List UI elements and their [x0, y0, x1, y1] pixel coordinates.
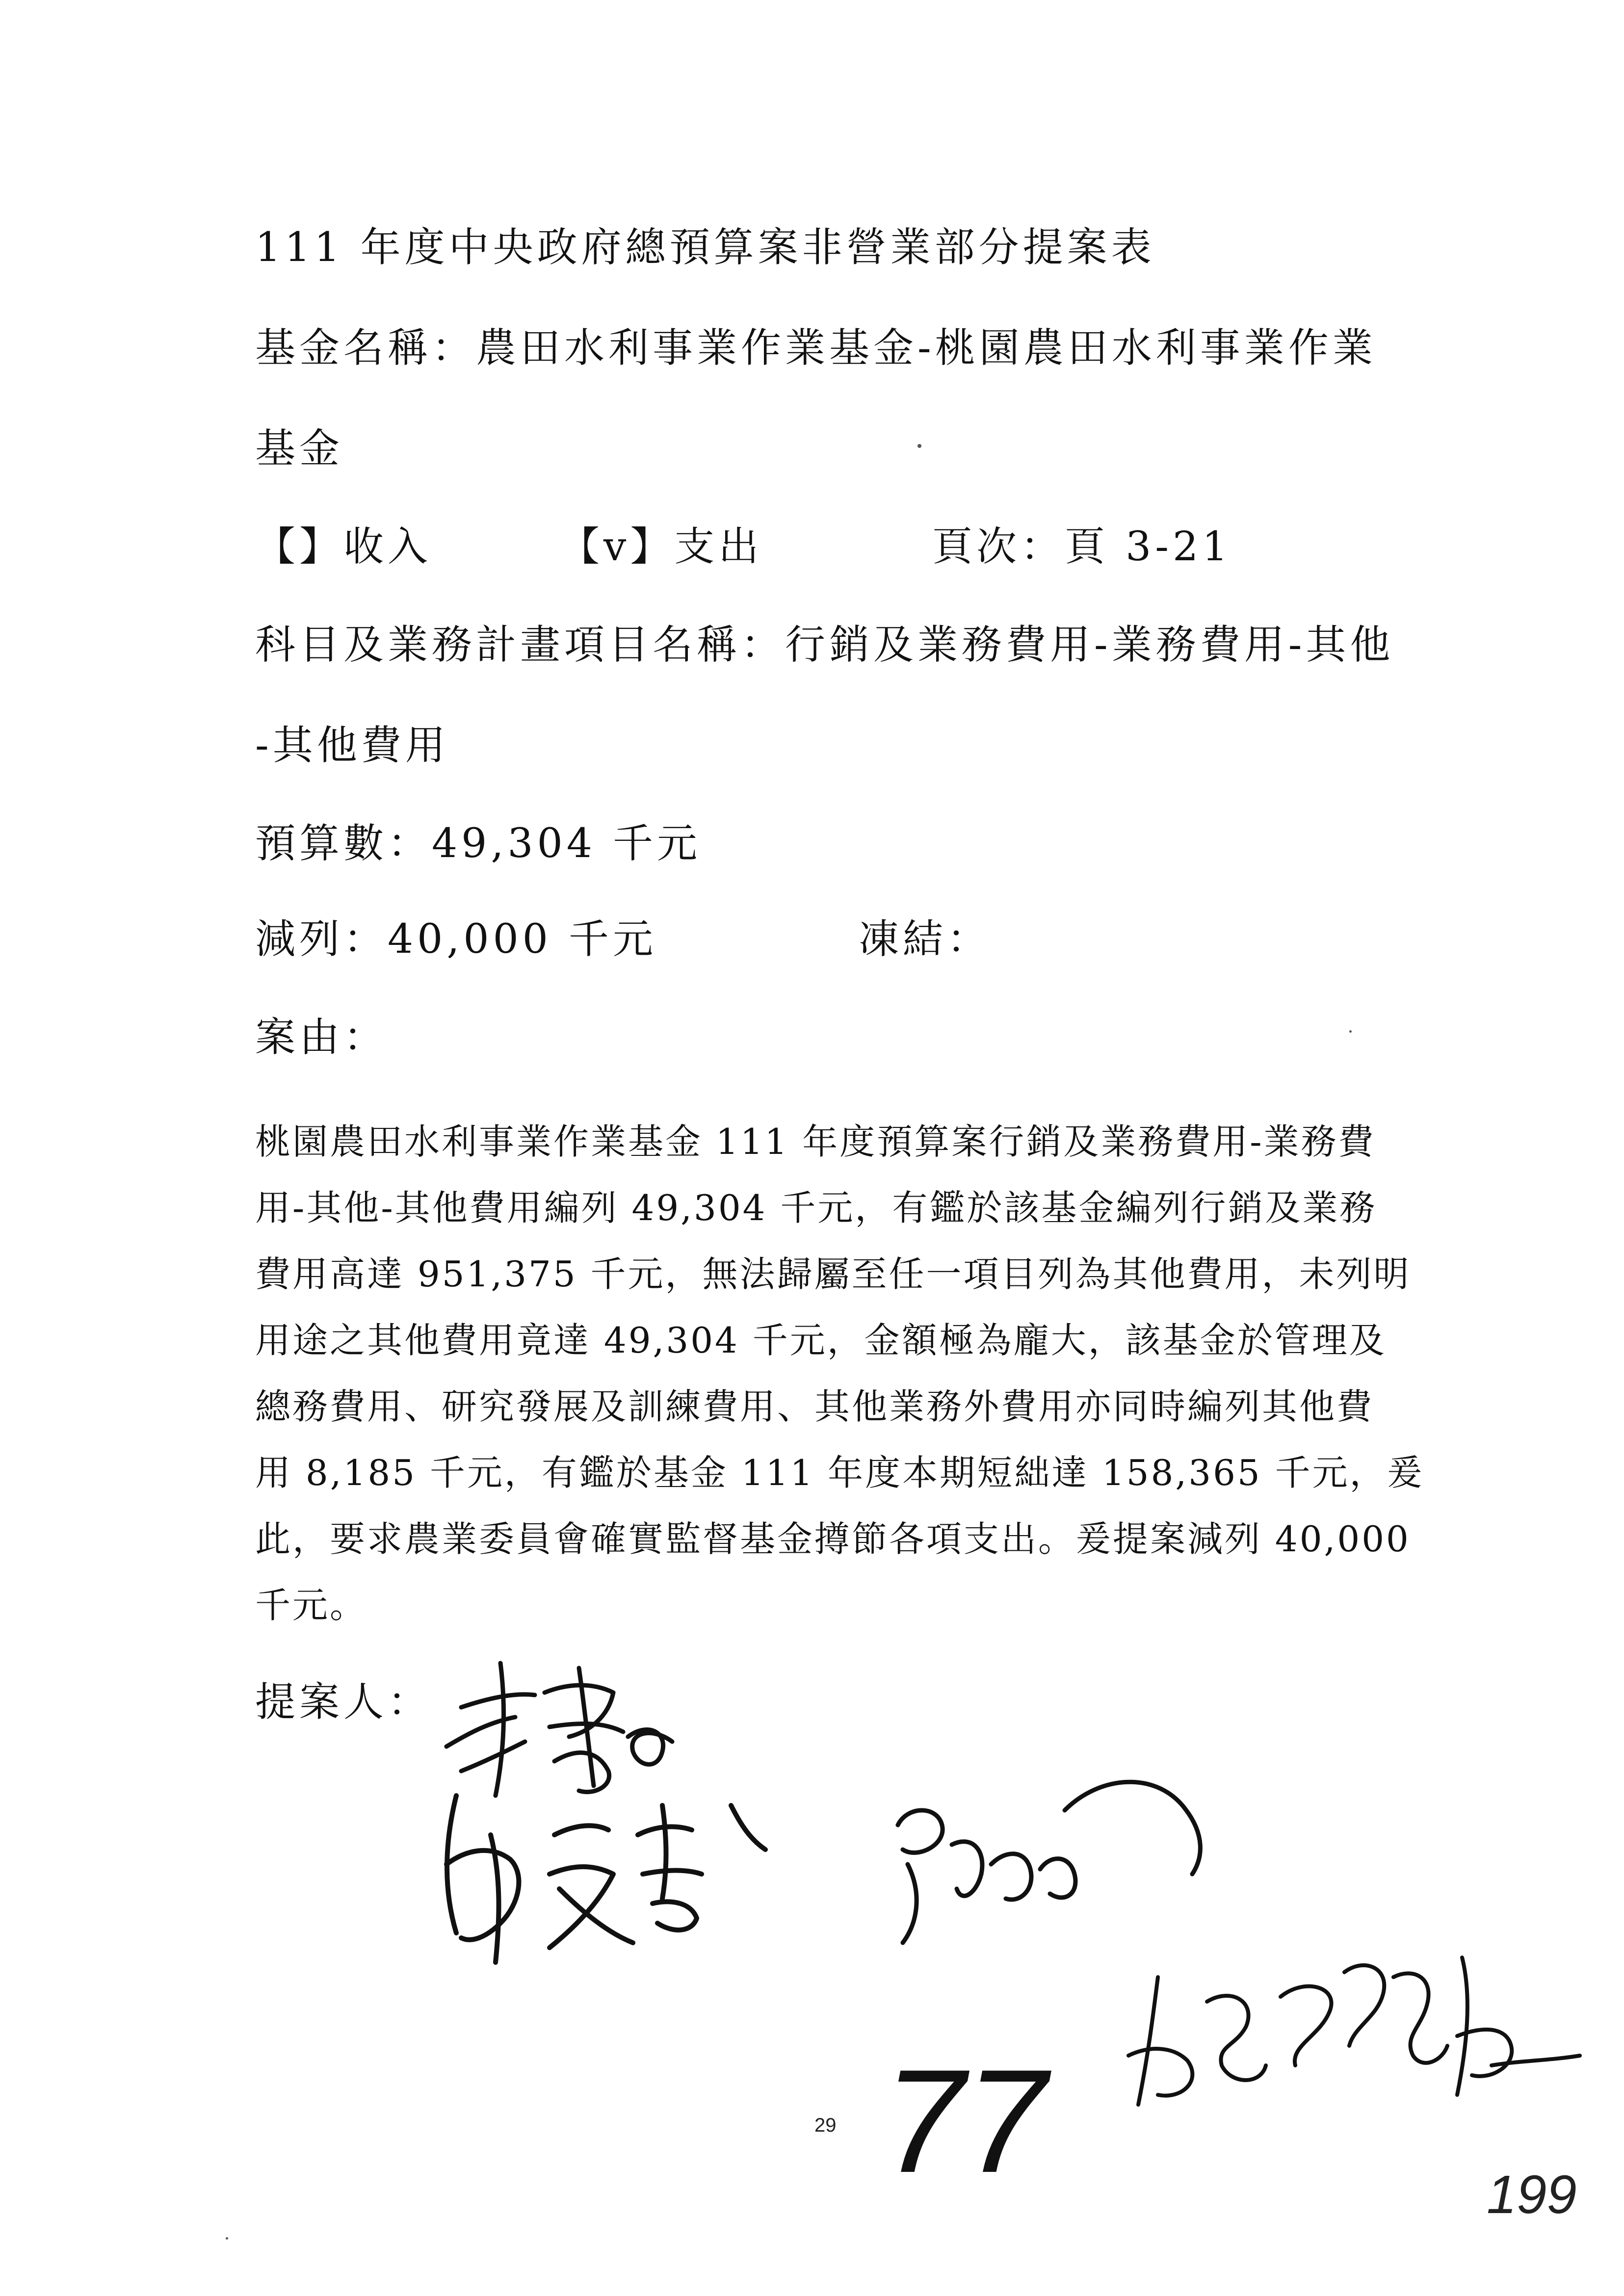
- scan-speck: [1349, 1030, 1352, 1033]
- income-checkbox: 【】收入: [255, 523, 432, 570]
- signature-2: [427, 1776, 829, 1982]
- reason-line: 此，要求農業委員會確實監督基金撙節各項支出。爰提案減列 40,000: [255, 1518, 1411, 1560]
- page-number: 29: [814, 2114, 837, 2136]
- freeze-amount: 凍結：: [859, 916, 992, 963]
- reason-line: 費用高達 951,375 千元，無法歸屬至任一項目列為其他費用，未列明: [255, 1253, 1411, 1295]
- reason-line: 用 8,185 千元，有鑑於基金 111 年度本期短絀達 158,365 千元，爰: [255, 1452, 1424, 1493]
- handwritten-stamp-number: 77: [883, 2038, 1047, 2203]
- scan-speck: [917, 444, 921, 448]
- item-name-line-1: 科目及業務計畫項目名稱：行銷及業務費用-業務費用-其他: [255, 622, 1394, 668]
- reason-line: 千元。: [255, 1585, 367, 1626]
- corner-number: 199: [1487, 2165, 1577, 2225]
- page-reference: 頁次：頁 3-21: [932, 523, 1232, 570]
- item-name-line-2: -其他費用: [255, 722, 449, 769]
- proposer-label: 提案人：: [255, 1679, 432, 1725]
- budget-amount: 預算數：49,304 千元: [255, 820, 701, 867]
- fund-name-line-2: 基金: [255, 425, 344, 472]
- reduction-amount: 減列：40,000 千元: [255, 916, 657, 963]
- reason-label: 案由：: [255, 1014, 388, 1061]
- reason-line: 用-其他-其他費用編列 49,304 千元，有鑑於該基金編列行銷及業務: [255, 1187, 1377, 1228]
- reason-text: [255, 1109, 1424, 1639]
- reason-line: 桃園農田水利事業作業基金 111 年度預算案行銷及業務費用-業務費: [255, 1121, 1376, 1162]
- signature-3: [878, 1766, 1212, 1962]
- scan-speck: [226, 2237, 228, 2240]
- fund-name-line-1: 基金名稱：農田水利事業作業基金-桃園農田水利事業作業: [255, 325, 1377, 371]
- reason-line: 用途之其他費用竟達 49,304 千元，金額極為龐大，該基金於管理及: [255, 1320, 1387, 1361]
- reason-line: 總務費用、研究發展及訓練費用、其他業務外費用亦同時編列其他費: [255, 1386, 1374, 1427]
- expense-checkbox: 【v】支出: [559, 523, 763, 570]
- signature-4: [1119, 1938, 1609, 2144]
- document-title: 111 年度中央政府總預算案非營業部分提案表: [255, 224, 1155, 271]
